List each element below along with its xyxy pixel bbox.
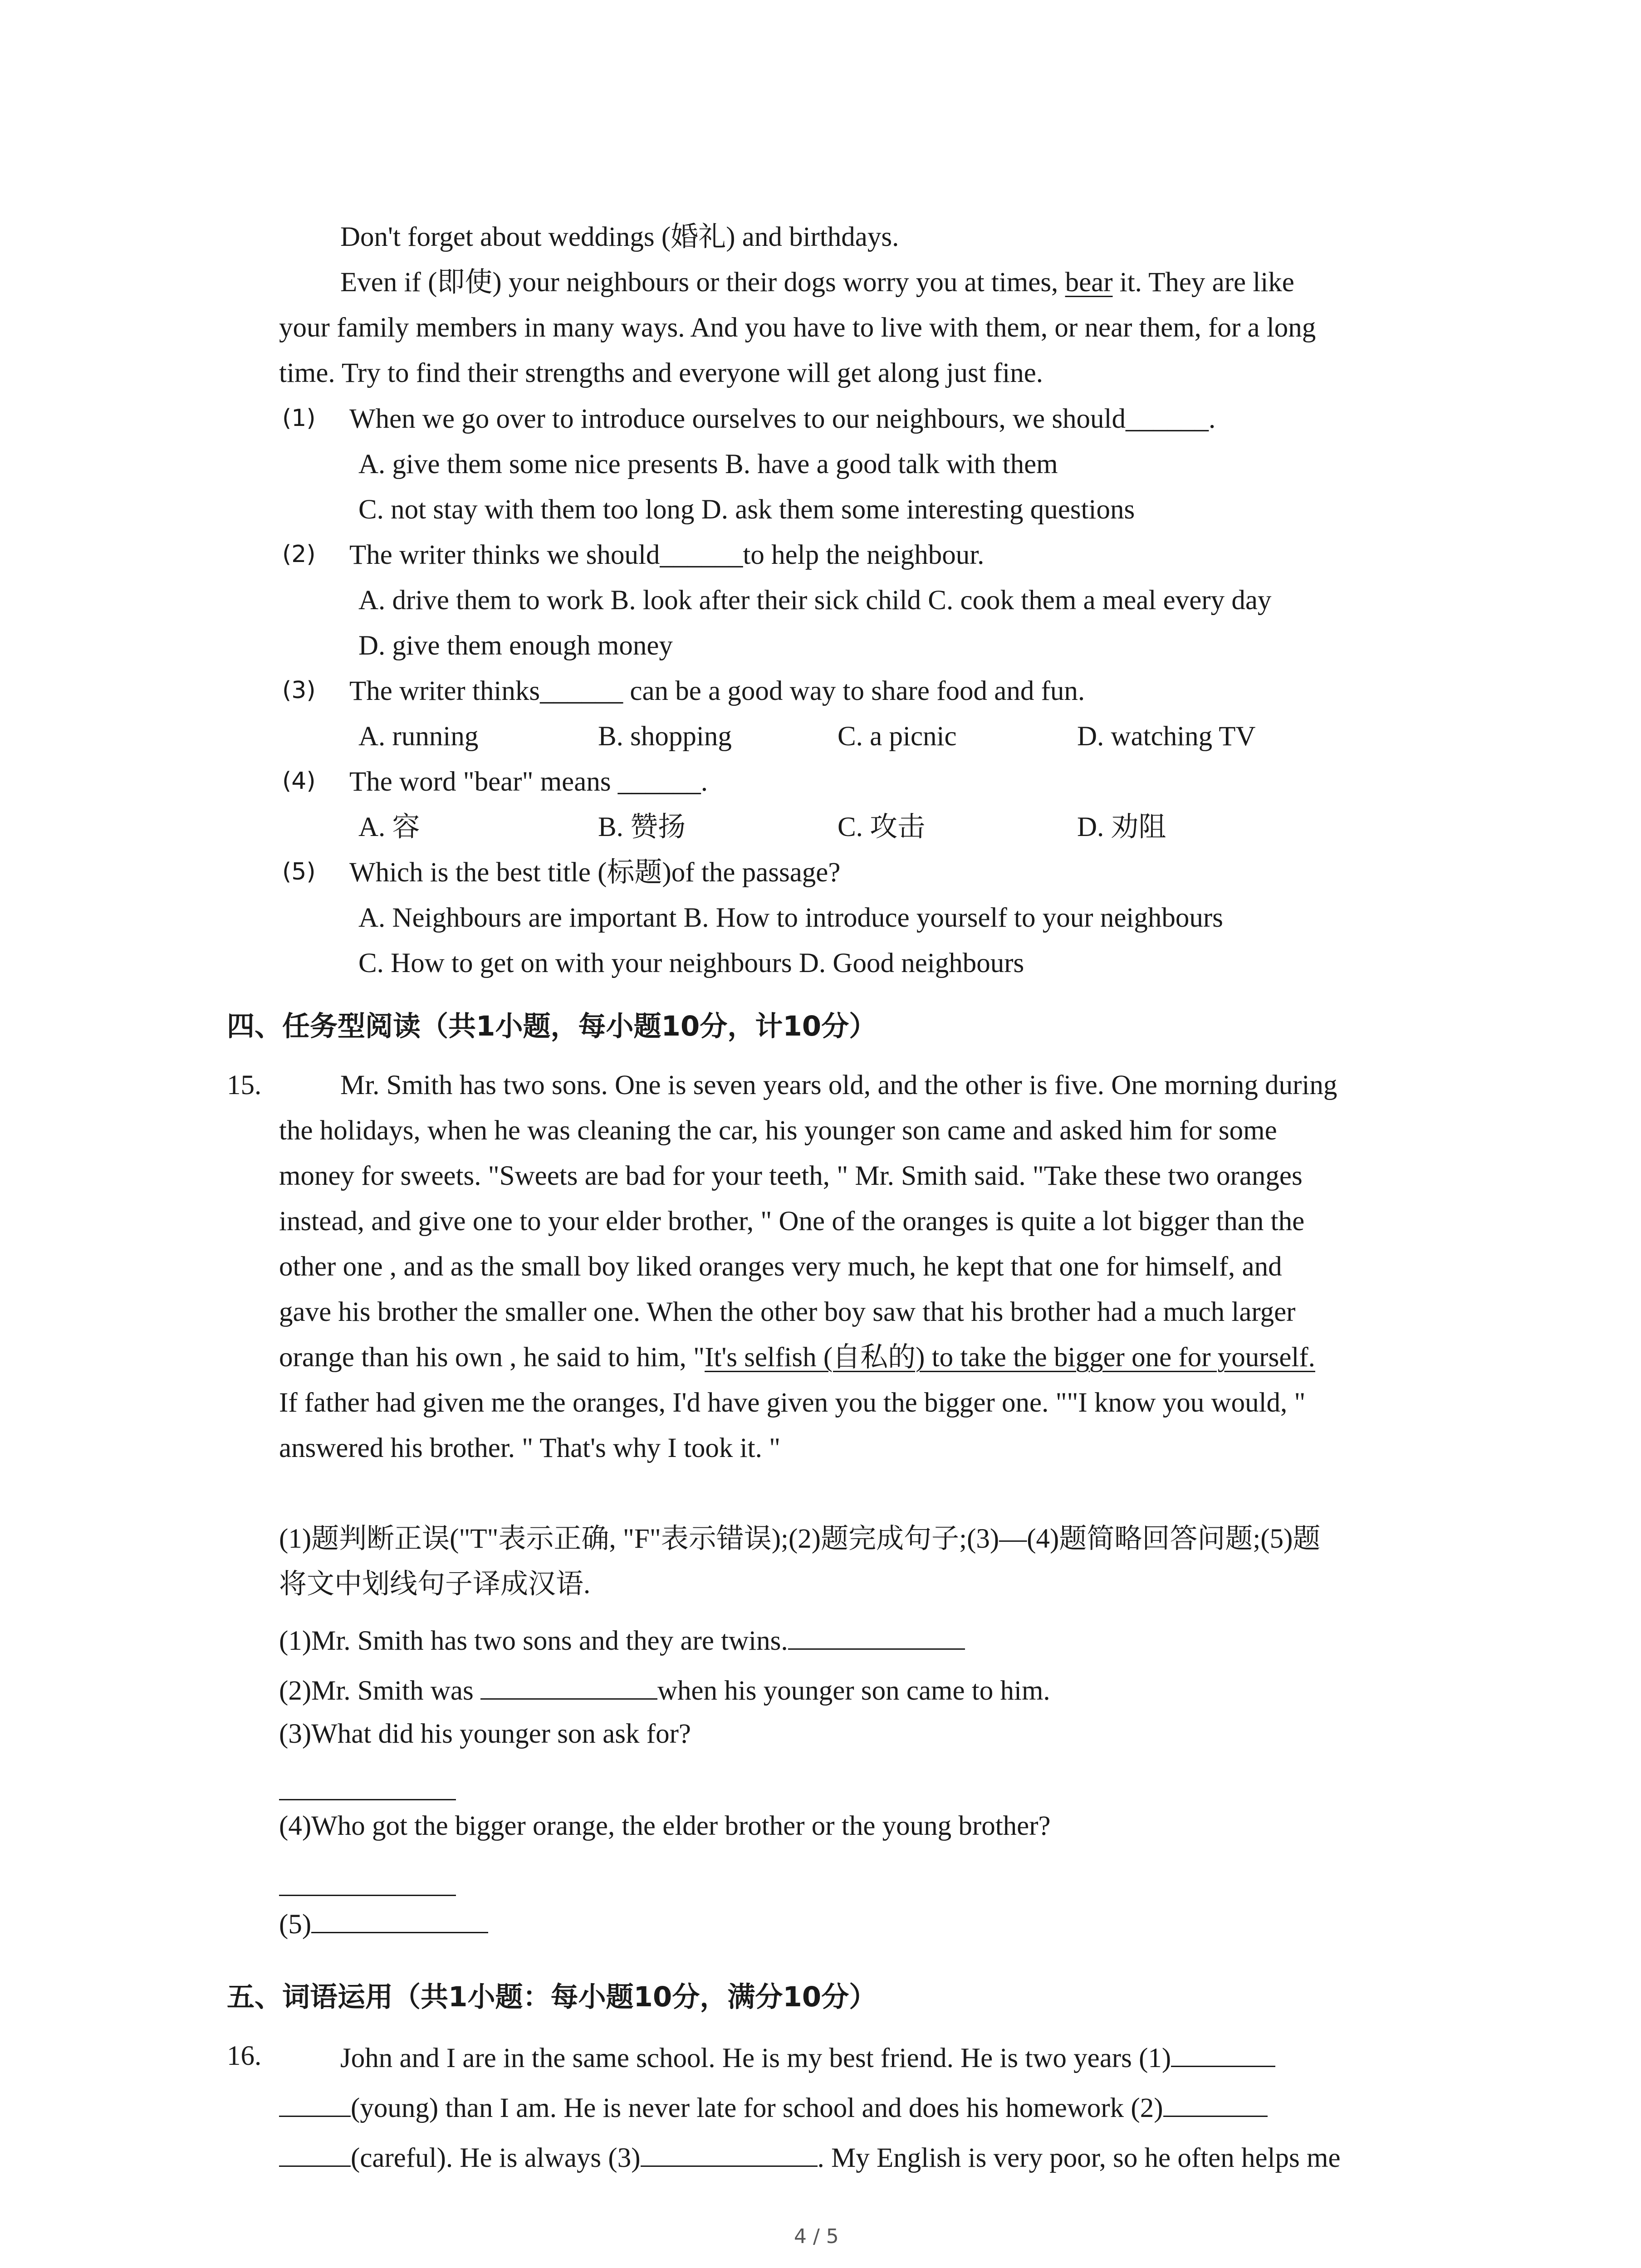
question-number: 15.: [227, 1070, 262, 1100]
section-heading: 四、任务型阅读（共1小题，每小题10分，计10分）: [227, 1010, 877, 1042]
question-stem: The word "bear" means ______.: [349, 767, 708, 797]
passage-line: money for sweets. "Sweets are bad for your teeth, " Mr. Smith said. "Take these two oranges: [279, 1161, 1303, 1191]
passage-line: [279, 2142, 1341, 2172]
question-number: (1): [282, 405, 316, 432]
passage-line: [279, 2092, 1268, 2122]
passage-line-underlined: [279, 1344, 1315, 1371]
question-text: (5): [279, 1909, 312, 1940]
underlined-sentence: It's selfish (自私的) to take the bigger one for yourself.: [705, 1342, 1315, 1373]
question-text: (2)Mr. Smith was: [279, 1676, 480, 1706]
answer-blank[interactable]: [641, 2142, 818, 2167]
passage-text: it. They are like: [1112, 267, 1294, 298]
task-question-5: [279, 1908, 488, 1938]
page-number: 4 / 5: [794, 2225, 839, 2248]
passage-line: gave his brother the smaller one. When the other boy saw that his brother had a much larger: [279, 1297, 1296, 1327]
question-number: (4): [282, 767, 316, 795]
question-number: 16.: [227, 2041, 262, 2071]
task-question-3: (3)What did his younger son ask for?: [279, 1719, 691, 1749]
answer-blank[interactable]: [1171, 2042, 1275, 2067]
question-text: when his younger son came to him.: [657, 1676, 1050, 1706]
answer-blank[interactable]: [279, 2142, 351, 2167]
passage-text: John and I are in the same school. He is my best friend. He is two years (1): [340, 2043, 1171, 2073]
option: A. running: [358, 721, 479, 752]
passage-text: Even if (即使) your neighbours or their dogs worry you at times,: [340, 267, 1065, 298]
option: B. shopping: [598, 721, 732, 752]
answer-blank[interactable]: [1163, 2092, 1268, 2117]
question-stem: The writer thinks______ can be a good way to share food and fun.: [349, 676, 1085, 706]
question-stem: The writer thinks we should______to help the neighbour.: [349, 540, 985, 570]
question-number: (5): [282, 858, 316, 885]
option: D. 劝阻: [1077, 812, 1166, 842]
passage-line-4: time. Try to find their strengths and everyone will get along just fine.: [279, 358, 1043, 388]
passage-line: instead, and give one to your elder brother, " One of the oranges is quite a lot bigger than the: [279, 1206, 1305, 1237]
answer-blank[interactable]: [480, 1675, 657, 1700]
question-text: (1)Mr. Smith has two sons and they are twins.: [279, 1626, 788, 1656]
question-number: (2): [282, 541, 316, 568]
task-question-2: [279, 1675, 1050, 1705]
option-line: C. How to get on with your neighbours D. Good neighbours: [358, 948, 1024, 978]
passage-line-1: Don't forget about weddings (婚礼) and birthdays.: [340, 222, 899, 252]
passage-line: the holidays, when he was cleaning the car, his younger son came and asked him for some: [279, 1115, 1277, 1146]
answer-blank[interactable]: [279, 2092, 351, 2117]
option: C. a picnic: [838, 721, 957, 752]
answer-blank[interactable]: [279, 1799, 456, 1800]
task-question-1: [279, 1625, 965, 1655]
option-line: A. drive them to work B. look after their sick child C. cook them a meal every day: [358, 585, 1272, 616]
passage-line: If father had given me the oranges, I'd have given you the bigger one. ""I know you would, ": [279, 1388, 1306, 1418]
option-line: A. give them some nice presents B. have a good talk with them: [358, 449, 1058, 479]
answer-blank[interactable]: [279, 1895, 456, 1896]
passage-line-3: your family members in many ways. And you have to live with them, or near them, for a long: [279, 313, 1316, 343]
passage-line: answered his brother. " That's why I took it. ": [279, 1433, 780, 1463]
answer-blank[interactable]: [311, 1908, 488, 1933]
answer-blank[interactable]: [788, 1625, 965, 1650]
option-line: A. Neighbours are important B. How to introduce yourself to your neighbours: [358, 903, 1223, 933]
section-heading: 五、词语运用（共1小题：每小题10分，满分10分）: [227, 1981, 877, 2013]
task-question-4: (4)Who got the bigger orange, the elder brother or the young brother?: [279, 1811, 1051, 1841]
passage-text: (young) than I am. He is never late for school and does his homework (2): [351, 2093, 1163, 2123]
passage-line-2: [340, 269, 1294, 296]
instructions-line-1: (1)题判断正误("T"表示正确, "F"表示错误);(2)题完成句子;(3)—(4)题简略回答问题;(5)题: [279, 1524, 1321, 1554]
passage-text: (careful). He is always (3): [351, 2143, 641, 2173]
option-line: D. give them enough money: [358, 631, 673, 661]
passage-line: Mr. Smith has two sons. One is seven years old, and the other is five. One morning during: [340, 1070, 1337, 1100]
question-stem: When we go over to introduce ourselves to our neighbours, we should______.: [349, 404, 1216, 434]
underlined-word-bear: bear: [1065, 267, 1113, 298]
option: A. 容: [358, 812, 420, 842]
option-line: C. not stay with them too long D. ask them some interesting questions: [358, 494, 1135, 525]
passage-text: . My English is very poor, so he often helps me: [817, 2143, 1341, 2173]
passage-line: [340, 2042, 1275, 2072]
option: D. watching TV: [1077, 721, 1256, 752]
question-stem: Which is the best title (标题)of the passage?: [349, 857, 841, 888]
passage-line: other one , and as the small boy liked oranges very much, he kept that one for himself, and: [279, 1251, 1282, 1282]
question-number: (3): [282, 677, 316, 704]
option: B. 赞扬: [598, 812, 686, 842]
instructions-line-2: 将文中划线句子译成汉语.: [279, 1569, 591, 1599]
option: C. 攻击: [838, 812, 926, 842]
passage-text: orange than his own , he said to him, ": [279, 1342, 705, 1373]
